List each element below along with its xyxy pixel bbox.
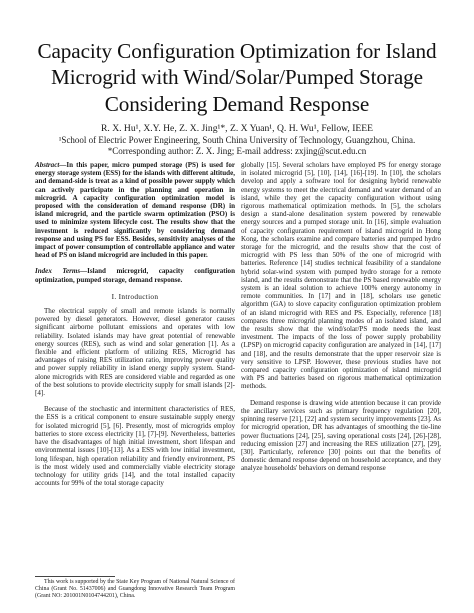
corresponding-author: *Corresponding author: Z. X. Jing; E-mail address: zxjing@scut.edu.cn [107,146,367,157]
body-paragraph: The electrical supply of small and remote islands is normally powered by diesel generators. However, diesel generator causes significant airborne pollutant emissions and operates with low reliability. Isolated islands may have great potential of renewable energy sources (RES), such as wind and solar generation [1]. As a flexible and efficient platform of utilizing RES, Microgrid has advantages of raising RES utilization ratio, improving power quality and power supply reliability in island energy supply system. Stand-alone microgrids with RES are considered viable and regarded as one of the best solutions to provide electricity supply for small islands [2]-[4]. [35,307,235,398]
body-paragraph: globally [15]. Several scholars have employed PS for energy storage in isolated microgrid [5], [10], [14], [16]-[19]. In [10], the scholars develop and apply a software tool for designing hybrid renewable energy systems to meet the electrical demand and water demand of an island, while they get the capacity configuration without using rigorous mathematical optimization methods. In [5], the scholars design a stand-alone desalination system powered by renewable energy sources and a pumped storage unit. In [16], simple evaluation of capacity configuration requirement of island microgrid in Hong Kong, the scholars examine and compare batteries and pumped hydro storage for the microgrid, and the results show that the cost of microgrid with PS less than 50% of the one of microgrid with batteries. Reference [14] studies technical feasibility of a standalone hybrid solar-wind system with pumped hydro storage for a remote island, and the results demonstrate that the PS based renewable energy system is an ideal solution to achieve 100% energy autonomy in remote communities. In [17] and in [18], scholars use genetic algorithm (GA) to slove capacity configuration optimization problem of an island microgrid with RES and PS. Especially, reference [18] compares three microgrid planning modes of an isolated island, and the results show that the wind/solar/PS mode needs the least investment. The impacts of the loss of power supply probability (LPSP) on microgrid capacity configuration are analyzed in [14], [17] and [18], and the results demonstrate that the upper reservoir size is very sensitive to LPSP. However, these previous studies have not compared capacity configuration optimization of island microgrid with PS and batteries based on rigorous mathematical optimization methods. [241,161,441,391]
abstract-body: —In this paper, micro pumped storage (PS) is used for energy storage system (ESS) for the islands with different altitude, and demand-side is treat as a kind of possible power supply which can actively participate in the planning and operation in microgrid. A capacity configuration optimization model is proposed with the consideration of demand response (DR) in island microgrid, and the particle swarm optimization (PSO) is used to minimize system lifecycle cost. The results show that the investment is reduced significantly by considering demand response and using PS for ESS. Besides, sensitivity analyses of the impact of power consumption of controllable appliance and water head of PS on island microgrid are included in this paper. [35,161,235,260]
author-block [30,123,444,158]
title-line-3: Considering Demand Response [104,91,370,116]
index-terms-body: —Island microgrid, capacity configuration optimization, pumped storage, demand response. [35,267,235,284]
title-line-1: Capacity Configuration Optimization for Island [37,39,437,63]
index-terms-lead: Index Terms [35,267,81,276]
title-line-2: Microgrid with Wind/Solar/Pumped Storage [51,65,423,90]
right-column [241,161,441,473]
paper-title [20,38,454,117]
funding-footnote: This work is supported by the State Key Program of National Natural Science of China (Grant No. 51437006) and Guangdong Innovative Research Team Program (Grant NO: 201001N0104744201), China. [35,579,235,599]
affiliation: ¹School of Electric Power Engineering, South China University of Technology, Guangzhou, China. [58,135,416,146]
body-paragraph: Demand response is drawing wide attention because it can provide the ancillary services such as primary frequency regulation [20], spinning reserve [21], [22] and system security improvements [23]. As for microgrid operation, DR has advantages of smoothing the tie-line power fluctuations [24], [25], saving operational costs [24], [26]-[28], reducing emission [27] and increasing the RES utilization [27], [29], [30]. Particularly, reference [30] points out that the benefits of domestic demand response depend on household acceptance, and they analyze households' behaviors on demand response [241,398,441,473]
left-column [35,161,235,487]
body-paragraph: Because of the stochastic and intermittent characteristics of RES, the ESS is a critical component to ensure sustainable supply energy for isolated microgrid [5], [6]. Presently, most of microgrids employ batteries to store excess electricity [1], [7]-[9]. Nevertheless, batteries have the disadvantages of high initial investment, short lifespan and environmental issues [10]-[13]. As a ESS with low initial investment, long lifespan, high operation reliability and friendly environment, PS is the most widely used and commercially viable electricity storage technology for utility grids [14], and the total installed capacity accounts for 99% of the total storage capacity [35,405,235,488]
abstract-lead: Abstract [35,161,60,169]
author-names: R. X. Hu¹, X.Y. He, Z. X. Jing¹*, Z. X Yuan¹, Q. H. Wu¹, Fellow, IEEE [101,123,373,134]
footnote-divider [35,576,115,577]
section-heading: I. Introduction [111,291,159,301]
index-terms [35,267,235,283]
abstract [35,161,235,259]
